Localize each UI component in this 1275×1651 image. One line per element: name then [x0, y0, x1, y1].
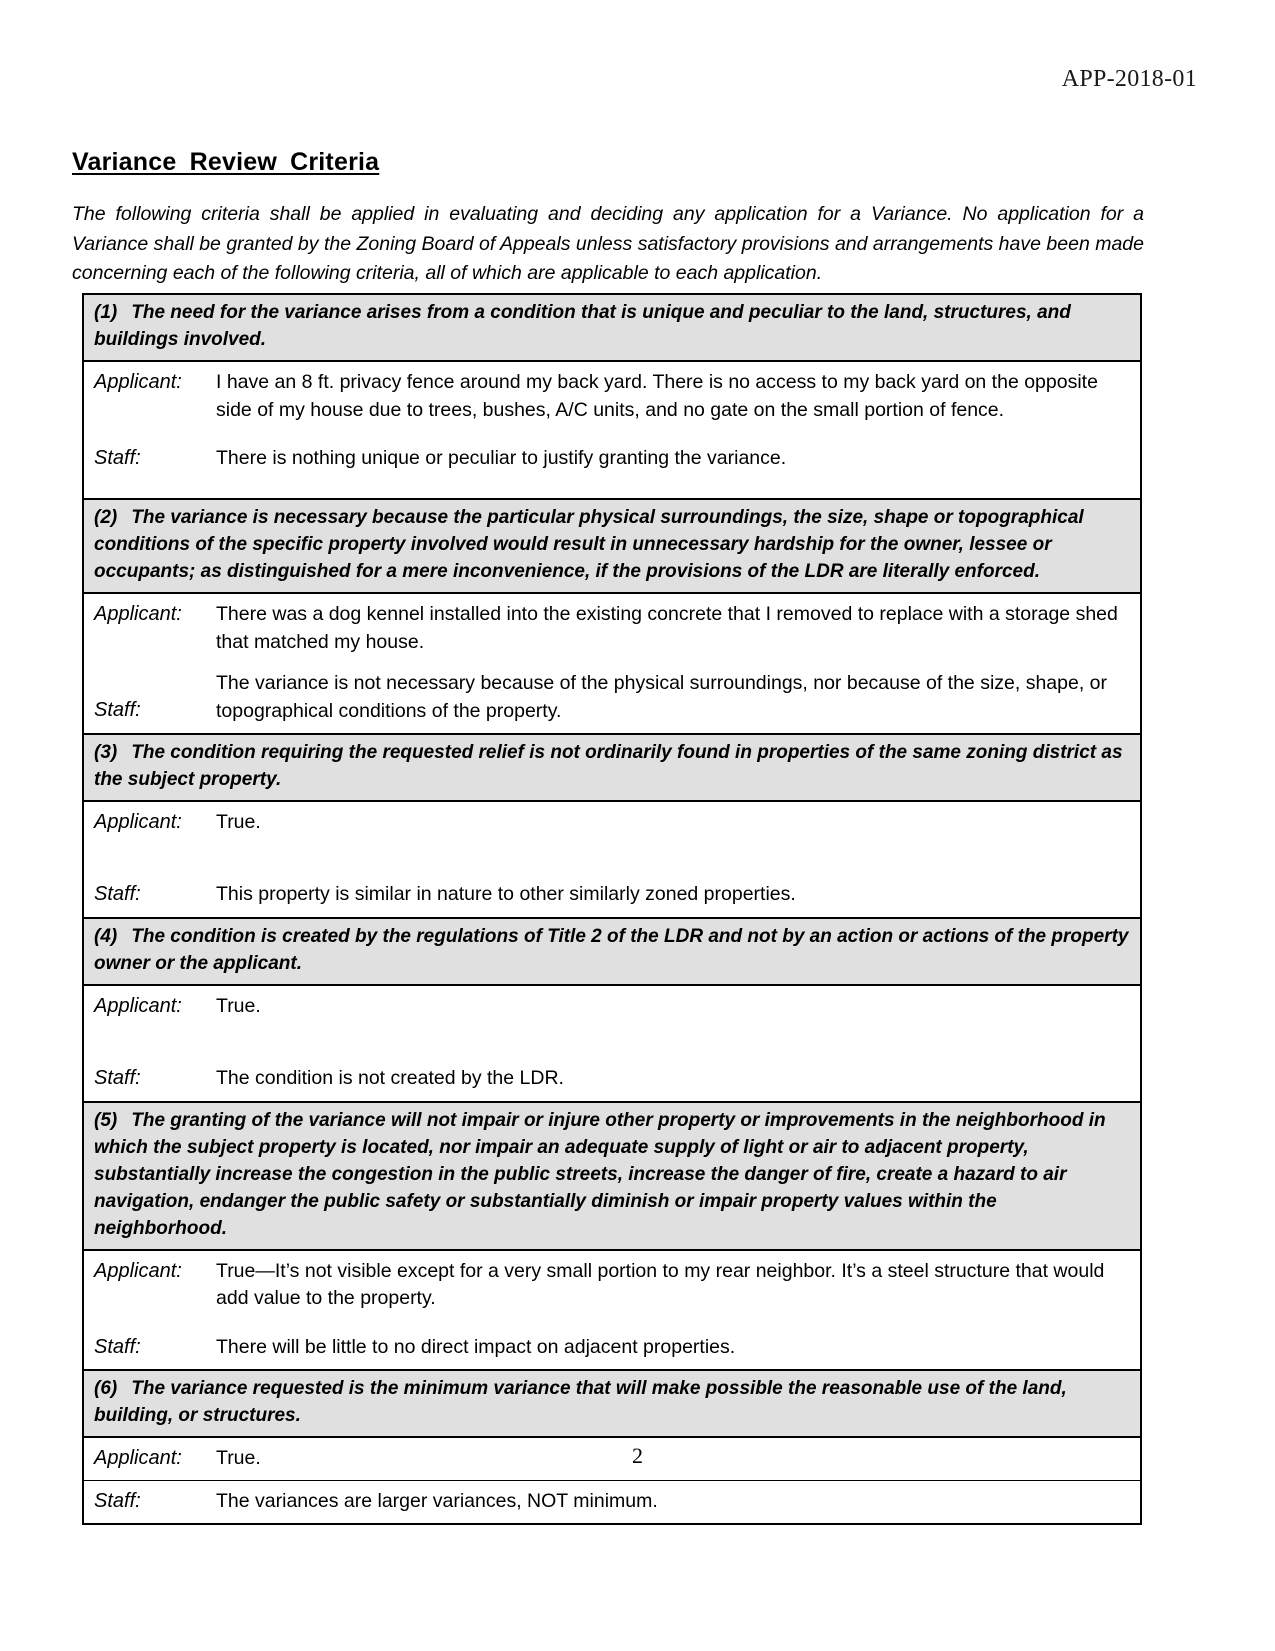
criterion-heading-text-2: The variance is necessary because the particular physical surroundings, the size, shape or topographical conditions of the specific property involved would result in unnecessary hardship for the owner, lessee or occupants; as distinguished for a mere inconvenience, if the provisions of the LDR are literally enforced. [94, 507, 1084, 582]
applicant-row-5 [84, 1251, 1140, 1327]
staff-response-2: The variance is not necessary because of the physical surroundings, nor because of the size, shape, or topographical conditions of the property. [216, 672, 1108, 722]
criterion-heading-1 [84, 295, 1140, 362]
applicant-response-2: There was a dog kennel installed into the existing concrete that I removed to replace with a storage shed that matched my house. [216, 602, 1118, 653]
criterion-block-2 [84, 500, 1140, 735]
criterion-number-5: (5) [94, 1109, 118, 1131]
criterion-heading-text-5: The granting of the variance will not impair or injure other property or improvements in the neighborhood in which the subject property is located, nor impair an adequate supply of light or air to adjacent property, substantially increase the congestion in the public streets, increase the danger of fire, create a hazard to air navigation, endanger the public safety or substantially diminish or impair property values within the neighborhood. [94, 1109, 1106, 1239]
applicant-label: Applicant: [94, 1259, 182, 1282]
staff-response-6: The variances are larger variances, NOT minimum. [216, 1489, 658, 1512]
applicant-response-6: True. [216, 1447, 261, 1470]
applicant-row-4 [84, 986, 1140, 1059]
staff-label: Staff: [94, 1335, 141, 1358]
staff-row-4 [84, 1058, 1140, 1100]
criterion-number-2: (2) [94, 507, 118, 528]
criterion-block-1 [84, 295, 1140, 500]
criterion-number-6: (6) [94, 1378, 118, 1400]
staff-row-1 [84, 438, 1140, 480]
applicant-row-2 [84, 594, 1140, 663]
applicant-response-3: True. [216, 810, 261, 833]
criterion-heading-4 [84, 919, 1140, 986]
criterion-heading-2 [84, 500, 1140, 594]
staff-row-5 [84, 1327, 1140, 1369]
criterion-number-1: (1) [94, 302, 118, 323]
page-number: 2 [632, 1443, 643, 1468]
criterion-heading-text-1: The need for the variance arises from a condition that is unique and peculiar to the land, structures, and buildings involved. [94, 302, 1071, 350]
criterion-block-5 [84, 1103, 1140, 1372]
page-title: Variance Review Criteria [72, 148, 380, 176]
criterion-number-3: (3) [94, 741, 118, 763]
applicant-label: Applicant: [94, 602, 182, 625]
applicant-row-3 [84, 802, 1140, 875]
applicant-label: Applicant: [94, 994, 182, 1017]
applicant-response-1: I have an 8 ft. privacy fence around my back yard. There is no access to my back yard on the opposite side of my house due to trees, bushes, A/C units, and no gate on the small portion of fence. [216, 370, 1098, 421]
criterion-block-3 [84, 735, 1140, 919]
row-spacer [84, 480, 1140, 498]
variance-criteria-table [82, 293, 1142, 1525]
applicant-label: Applicant: [94, 810, 182, 833]
document-number-header: APP-2018-01 [1061, 66, 1197, 92]
staff-response-5: There will be little to no direct impact on adjacent properties. [216, 1335, 736, 1358]
staff-row-3 [84, 874, 1140, 916]
applicant-label: Applicant: [94, 370, 182, 393]
criterion-heading-5 [84, 1103, 1140, 1251]
criterion-heading-text-4: The condition is created by the regulations of Title 2 of the LDR and not by an action or actions of the property owner or the applicant. [94, 925, 1129, 974]
staff-row-2 [84, 663, 1140, 732]
staff-label: Staff: [94, 1489, 141, 1512]
staff-response-1: There is nothing unique or peculiar to justify granting the variance. [216, 447, 787, 470]
staff-label: Staff: [94, 699, 141, 722]
staff-label: Staff: [94, 1067, 141, 1090]
applicant-response-4: True. [216, 994, 261, 1017]
criterion-heading-6 [84, 1371, 1140, 1438]
staff-label: Staff: [94, 883, 141, 906]
applicant-label: Applicant: [94, 1447, 182, 1470]
intro-paragraph: The following criteria shall be applied in evaluating and deciding any application for a Variance. No application for a Variance shall be granted by the Zoning Board of Appeals unless satisfactory provisions and arrangements have been made concerning each of the following criteria, all of which are applicable to each application. [72, 203, 1144, 285]
criterion-number-4: (4) [94, 925, 118, 947]
criterion-heading-text-3: The condition requiring the requested relief is not ordinarily found in properties of the same zoning district as the subject property. [94, 741, 1123, 790]
criterion-heading-3 [84, 735, 1140, 802]
applicant-response-5: True—It’s not visible except for a very small portion to my rear neighbor. It’s a steel structure that would add value to the property. [216, 1259, 1105, 1310]
staff-response-4: The condition is not created by the LDR. [216, 1067, 564, 1090]
staff-label: Staff: [94, 447, 141, 470]
staff-response-3: This property is similar in nature to other similarly zoned properties. [216, 883, 796, 906]
criterion-block-4 [84, 919, 1140, 1103]
criterion-heading-text-6: The variance requested is the minimum variance that will make possible the reasonable use of the land, building, or structures. [94, 1378, 1067, 1427]
staff-row-6 [84, 1481, 1140, 1523]
applicant-row-1 [84, 362, 1140, 438]
